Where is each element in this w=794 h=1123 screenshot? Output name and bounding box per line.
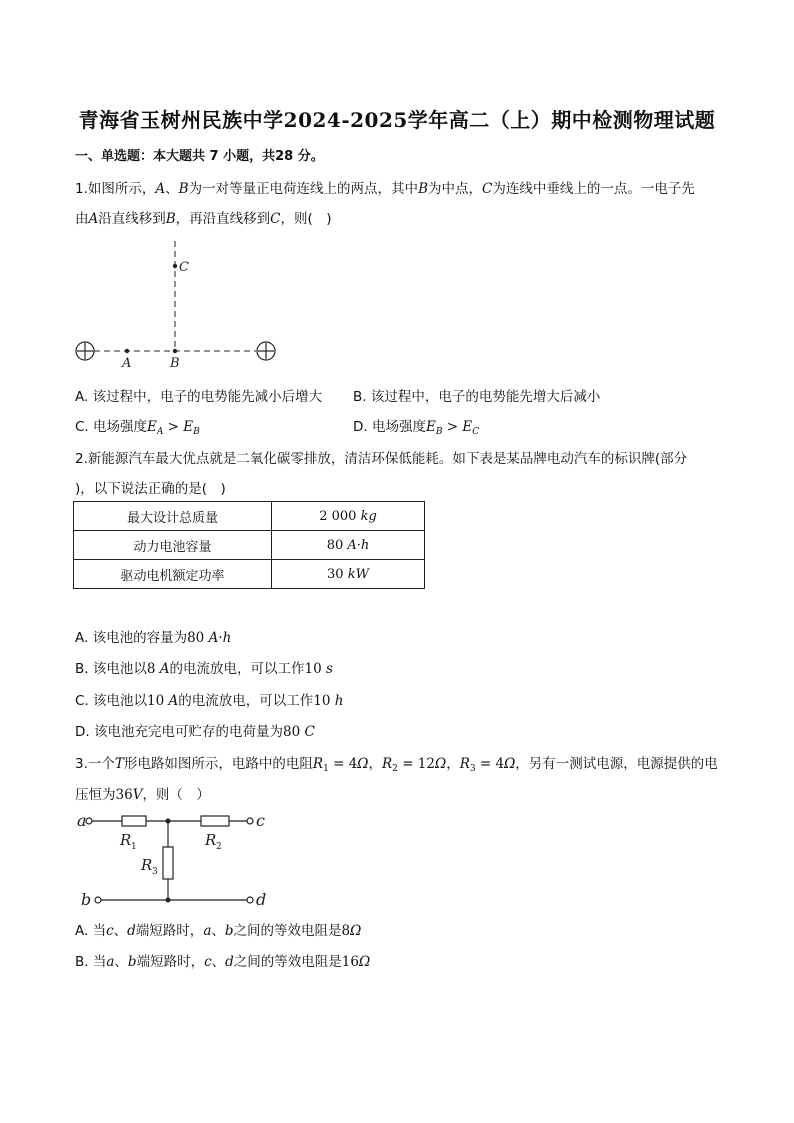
resistor-R1: [122, 816, 146, 826]
label-d: d: [256, 890, 267, 909]
q2-option-d[interactable]: D. 该电池充完电可贮存的电荷量为80 C: [75, 724, 315, 740]
q1-stem-line2: 由A沿直线移到B，再沿直线移到C，则( ): [75, 211, 332, 227]
table-cell-value: 80 A·h: [272, 531, 425, 560]
table-row: [74, 502, 425, 531]
q3-stem-line1: 3.一个T形电路如图所示，电路中的电阻$R_1 = 4\Omega$，$R_2 = 12\Omega$，$R_3 = 4\Omega$，另有一测试电源，电源提供的电: [75, 756, 718, 774]
q1-stem-line1: 1.如图所示，A、B为一对等量正电荷连线上的两点，其中B为中点，C为连线中垂线上的一点。一电子先: [75, 181, 695, 197]
q2-option-b[interactable]: B. 该电池以8 A的电流放电，可以工作10 s: [75, 661, 333, 677]
q1-option-c[interactable]: C. 电场强度$E_A > E_B$: [75, 419, 200, 437]
junction-top: [166, 819, 171, 824]
terminal-d: [247, 897, 253, 903]
q2-stem-line2: )，以下说法正确的是( ): [75, 481, 226, 497]
q2-stem-line1: 2.新能源汽车最大优点就是二氧化碳零排放，清洁环保低能耗。如下表是某品牌电动汽车的标识牌(部分: [75, 451, 688, 467]
label-R1: R: [120, 831, 132, 849]
positive-charge-left: [76, 342, 94, 360]
q1-option-d[interactable]: D. 电场强度$E_B > E_C$: [353, 419, 480, 437]
terminal-b: [95, 897, 101, 903]
q1-option-b[interactable]: B. 该过程中，电子的电势能先增大后减小: [353, 389, 601, 405]
q2-option-c[interactable]: C. 该电池以10 A的电流放电，可以工作10 h: [75, 693, 344, 709]
page-title: 青海省玉树州民族中学2024-2025学年高二（上）期中检测物理试题: [78, 108, 716, 132]
positive-charge-right: [257, 342, 275, 360]
vehicle-spec-table: [73, 501, 425, 589]
label-B: B: [170, 356, 180, 371]
resistor-R3: [163, 847, 173, 879]
table-row: [74, 560, 425, 589]
q3-circuit-figure: [75, 808, 275, 912]
terminal-c: [247, 818, 253, 824]
table-cell-label: 动力电池容量: [74, 531, 272, 560]
q1-charge-figure: [60, 235, 300, 375]
junction-bottom: [166, 898, 171, 903]
label-b: b: [81, 890, 92, 909]
table-cell-value: 30 kW: [272, 560, 425, 589]
q2-option-a[interactable]: A. 该电池的容量为80 A·h: [75, 630, 232, 646]
label-A: A: [122, 356, 132, 371]
q1-option-a[interactable]: A. 该过程中，电子的电势能先减小后增大: [75, 389, 323, 405]
point-C-dot: [173, 264, 177, 268]
section-header: 一、单选题：本大题共 7 小题，共28 分。: [75, 149, 324, 164]
label-R2-sub: 2: [216, 842, 222, 852]
q3-option-b[interactable]: B. 当a、b端短路时，c、d之间的等效电阻是16Ω: [75, 954, 371, 970]
label-c: c: [256, 811, 265, 830]
label-R3-sub: 3: [152, 867, 158, 877]
table-row: [74, 531, 425, 560]
q3-option-a[interactable]: A. 当c、d端短路时，a、b之间的等效电阻是8Ω: [75, 923, 362, 939]
label-R2: R: [205, 831, 217, 849]
terminal-a: [86, 818, 92, 824]
table-cell-label: 最大设计总质量: [74, 502, 272, 531]
point-A-dot: [125, 349, 129, 353]
q3-stem-line2: 压恒为36V，则（ ）: [75, 787, 210, 803]
point-B-dot: [173, 349, 177, 353]
table-cell-label: 驱动电机额定功率: [74, 560, 272, 589]
label-R1-sub: 1: [131, 842, 137, 852]
label-C: C: [179, 260, 189, 275]
table-cell-value: 2 000 kg: [272, 502, 425, 531]
label-a: a: [77, 811, 87, 830]
resistor-R2: [201, 816, 229, 826]
label-R3: R: [141, 856, 153, 874]
